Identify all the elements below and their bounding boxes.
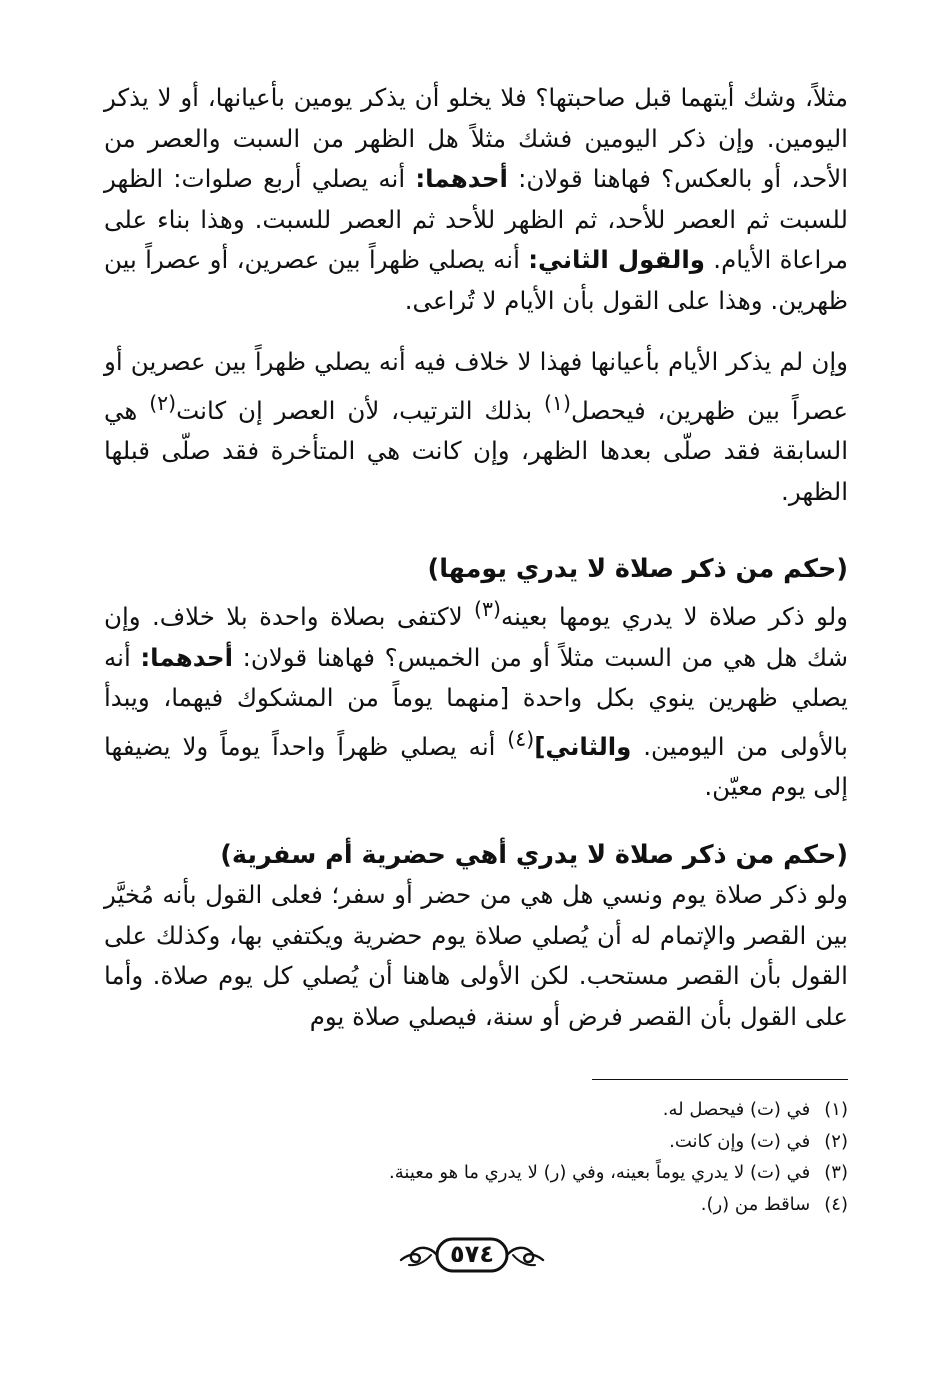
paragraph-2-text-b: بذلك الترتيب، لأن العصر إن كانت (176, 395, 533, 425)
footnote-ref-1: (١) (544, 390, 571, 415)
footnote-text: في (ت) لا يدري يوماً بعينه، وفي (ر) لا يدري ما هو معينة. (389, 1162, 811, 1183)
paragraph-3-text-c: أنه يصلي ظهرين ينوي بكل واحدة [منهما يوماً من المشكوك فيهما، ويبدأ بالأولى من اليومين. (104, 642, 848, 761)
paragraph-3-text-d: أنه يصلي ظهراً واحداً يوماً ولا يضيفها إلى يوم معيّن. (104, 731, 848, 802)
paragraph-2-text-a: وإن لم يذكر الأيام بأعيانها فهذا لا خلاف فيه أنه يصلي ظهراً بين عصرين أو عصراً بين ظهرين، فيحصل (104, 347, 848, 425)
footnote-text: في (ت) وإن كانت. (669, 1130, 811, 1152)
section-heading-1: (حكم من ذكر صلاة لا يدري يومها) (427, 554, 848, 584)
footnotes (104, 1094, 848, 1220)
footnote-2 (104, 1126, 848, 1158)
paragraph-3 (104, 589, 848, 802)
paragraph-3-text-b: لاكتفى بصلاة واحدة بلا خلاف. وإن شك هل هي من السبت مثلاً أو من الخميس؟ فهاهنا قولان: (104, 602, 848, 672)
footnote-text: ساقط من (ر). (700, 1193, 811, 1215)
bold-term-first-2: أحدهما: (140, 642, 233, 672)
footnote-1 (104, 1094, 848, 1126)
page-number-ornament (397, 1236, 547, 1274)
footnote-number: (٣) (824, 1162, 848, 1183)
footnote-3 (104, 1157, 848, 1189)
footnote-4 (104, 1189, 848, 1221)
section-heading-2: (حكم من ذكر صلاة لا يدري أهي حضرية أم سفرية) (220, 840, 848, 870)
footnote-ref-4: (٤) (507, 726, 535, 751)
footnote-divider (592, 1079, 848, 1080)
bold-term-second-2: والثاني] (534, 731, 632, 761)
bold-term-first: أحدهما: (415, 164, 508, 193)
paragraph-2-text-c: هي السابقة فقد صلّى بعدها الظهر، وإن كانت هي المتأخرة فقد صلّى قبلها الظهر. (104, 395, 848, 506)
paragraph-4: ولو ذكر صلاة يوم ونسي هل هي من حضر أو سفر؛ فعلى القول بأنه مُخيَّر بين القصر والإتمام له أن يُصلي صلاة يوم حضرية ويكتفي بها، وكذلك على القول بأن القصر مستحب. لكن الأولى هاهنا أن يُصلي كل يوم صلاة. وأما على القول بأن القصر فرض أو سنة، فيصلي صلاة يوم (104, 880, 848, 1031)
paragraph-1 (104, 78, 848, 325)
footnote-number: (١) (824, 1099, 848, 1120)
page-number: ٥٧٤ (450, 1240, 494, 1268)
footnote-number: (٤) (824, 1193, 848, 1215)
footnote-text: في (ت) فيحصل له. (662, 1099, 811, 1120)
paragraph-2 (104, 342, 848, 507)
footnote-ref-3: (٣) (474, 597, 501, 621)
paragraph-3-text-a: ولو ذكر صلاة لا يدري يومها بعينه (500, 602, 848, 632)
paragraph-1-text-a: مثلاً، وشك أيتهما قبل صاحبتها؟ فلا يخلو أن يذكر يومين بأعيانها، أو لا يذكر اليومين. وإن ذكر اليومين فشك مثلاً هل الظهر من السبت والعصر من الأحد، أو بالعكس؟ فهاهنا قولان: (104, 83, 849, 193)
paragraph-1-text-c: أنه يصلي ظهراً بين عصرين، أو عصراً بين ظهرين. وهذا على القول بأن الأيام لا تُراعى. (104, 245, 848, 315)
paragraph-1-text-b: أنه يصلي أربع صلوات: الظهر للسبت ثم العصر للأحد، ثم الظهر للأحد ثم العصر للسبت. وهذا بناء على مراعاة الأيام. (104, 164, 848, 274)
footnote-number: (٢) (824, 1130, 848, 1152)
bold-term-second: والقول الثاني: (528, 245, 705, 274)
footnote-ref-2: (٢) (149, 390, 177, 415)
main-text (104, 78, 848, 1080)
